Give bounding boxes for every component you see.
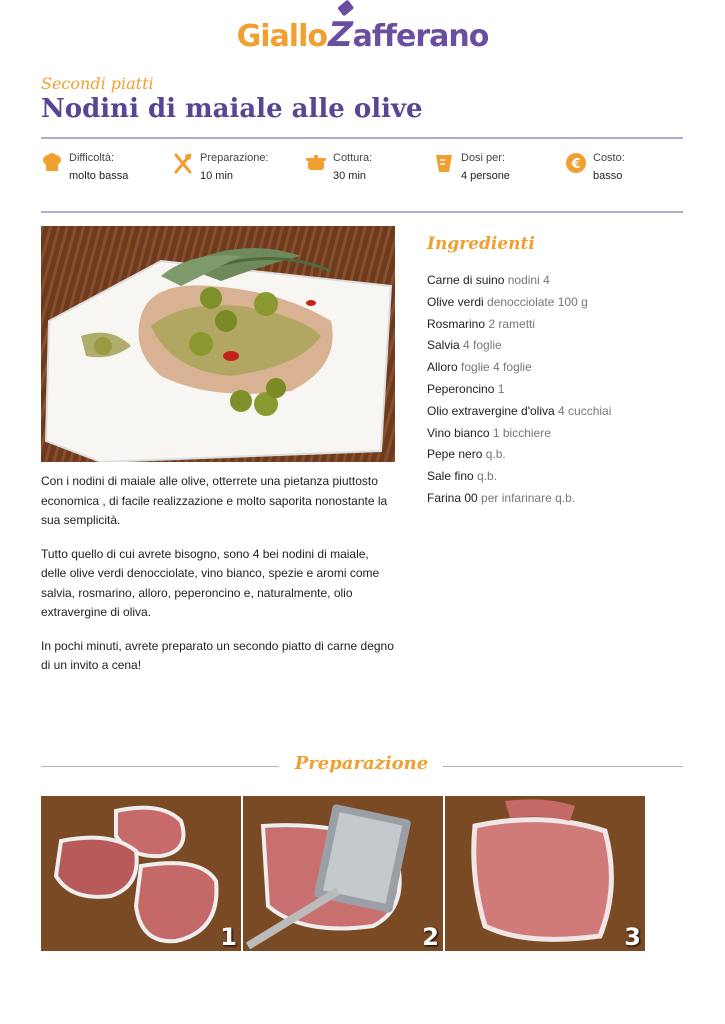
ingredient-qty: nodini 4 <box>507 273 550 287</box>
ingredient-item <box>427 314 687 336</box>
divider-top <box>41 137 683 139</box>
preparation-title: Preparazione <box>294 753 429 774</box>
info-value: basso <box>593 170 623 182</box>
step-number: 1 <box>220 923 237 951</box>
site-logo[interactable] <box>0 10 725 60</box>
ingredient-name: Sale fino <box>427 469 474 484</box>
info-value: 4 persone <box>461 170 510 182</box>
ingredient-item <box>427 488 687 510</box>
recipe-intro <box>41 472 395 690</box>
ingredient-qty: 1 bicchiere <box>492 425 551 440</box>
ingredient-name: Olive verdi <box>427 294 484 309</box>
logo-text-giallo: Giallo <box>236 19 327 54</box>
ingredient-name: Salvia <box>427 338 460 353</box>
ingredient-item <box>427 423 687 445</box>
info-label: Costo: <box>593 152 625 164</box>
step-photo-3 <box>445 796 645 951</box>
ingredient-name: Olio extravergine d'oliva <box>427 403 555 418</box>
pot-icon <box>305 152 327 174</box>
info-value: 30 min <box>333 170 367 182</box>
ingredient-item <box>427 335 687 357</box>
ingredient-qty: 4 foglie <box>463 338 502 353</box>
info-label: Difficoltà: <box>69 152 115 164</box>
info-value: 10 min <box>200 170 234 182</box>
ingredient-name: Peperoncino <box>427 381 495 396</box>
intro-paragraph: Con i nodini di maiale alle olive, otterrete una pietanza piuttosto economica , di facile realizzazione e molto saporita nonostante la sua semplicità. <box>41 474 388 527</box>
utensils-icon <box>172 152 194 174</box>
ingredient-qty: q.b. <box>485 447 506 462</box>
ingredient-item <box>427 270 687 292</box>
svg-text:€: € <box>571 157 581 172</box>
ingredient-item <box>427 444 687 466</box>
ingredient-name: Farina 00 <box>427 490 478 505</box>
ingredients-list <box>427 270 687 510</box>
info-value: molto bassa <box>69 170 129 182</box>
ingredients-title: Ingredienti <box>427 234 535 254</box>
ingredient-qty: denocciolate 100 g <box>487 294 588 309</box>
info-label: Dosi per: <box>461 152 506 164</box>
ingredient-qty: q.b. <box>477 469 498 484</box>
ingredient-name: Pepe nero <box>427 447 483 462</box>
ingredient-qty: per infarinare q.b. <box>481 490 576 505</box>
divider-prep-left <box>41 766 279 767</box>
step-photo-2 <box>243 796 443 951</box>
ingredient-qty: 2 rametti <box>488 316 536 331</box>
intro-paragraph: Tutto quello di cui avrete bisogno, sono 4 bei nodini di maiale, delle olive verdi denocciolate, vino bianco, spezie e aromi come salvia, rosmarino, alloro, peperoncino e, naturalmente, olio extravergine di oliva. <box>41 546 380 619</box>
logo-text-afferano: afferano <box>352 19 489 54</box>
ingredient-qty: foglie 4 foglie <box>461 360 532 375</box>
chef-hat-icon <box>41 152 63 174</box>
ingredient-name: Carne di suino <box>427 273 505 287</box>
logo-z: Z <box>323 10 357 60</box>
measuring-cup-icon <box>433 152 455 174</box>
divider-info <box>41 211 683 213</box>
ingredient-qty: 1 <box>497 381 505 396</box>
ingredient-name: Rosmarino <box>427 316 486 331</box>
ingredient-item <box>427 379 687 401</box>
recipe-title: Nodini di maiale alle olive <box>41 94 423 124</box>
recipe-info-row <box>41 150 683 194</box>
ingredient-item <box>427 292 687 314</box>
step-number: 3 <box>624 923 641 951</box>
ingredient-qty: 4 cucchiai <box>558 403 612 418</box>
step-photo-1 <box>41 796 241 951</box>
ingredient-name: Alloro <box>427 360 458 375</box>
dish-photo <box>41 226 395 462</box>
info-label: Cottura: <box>333 152 373 164</box>
ingredient-item <box>427 466 687 488</box>
recipe-category: Secondi piatti <box>41 74 154 93</box>
euro-icon <box>565 152 587 174</box>
intro-paragraph: In pochi minuti, avrete preparato un secondo piatto di carne degno di un invito a cena! <box>41 638 394 672</box>
ingredient-item <box>427 357 687 379</box>
info-label: Preparazione: <box>200 152 269 164</box>
divider-prep-right <box>443 766 683 767</box>
ingredient-name: Vino bianco <box>427 425 490 440</box>
ingredient-item <box>427 401 687 423</box>
step-number: 2 <box>422 923 439 951</box>
